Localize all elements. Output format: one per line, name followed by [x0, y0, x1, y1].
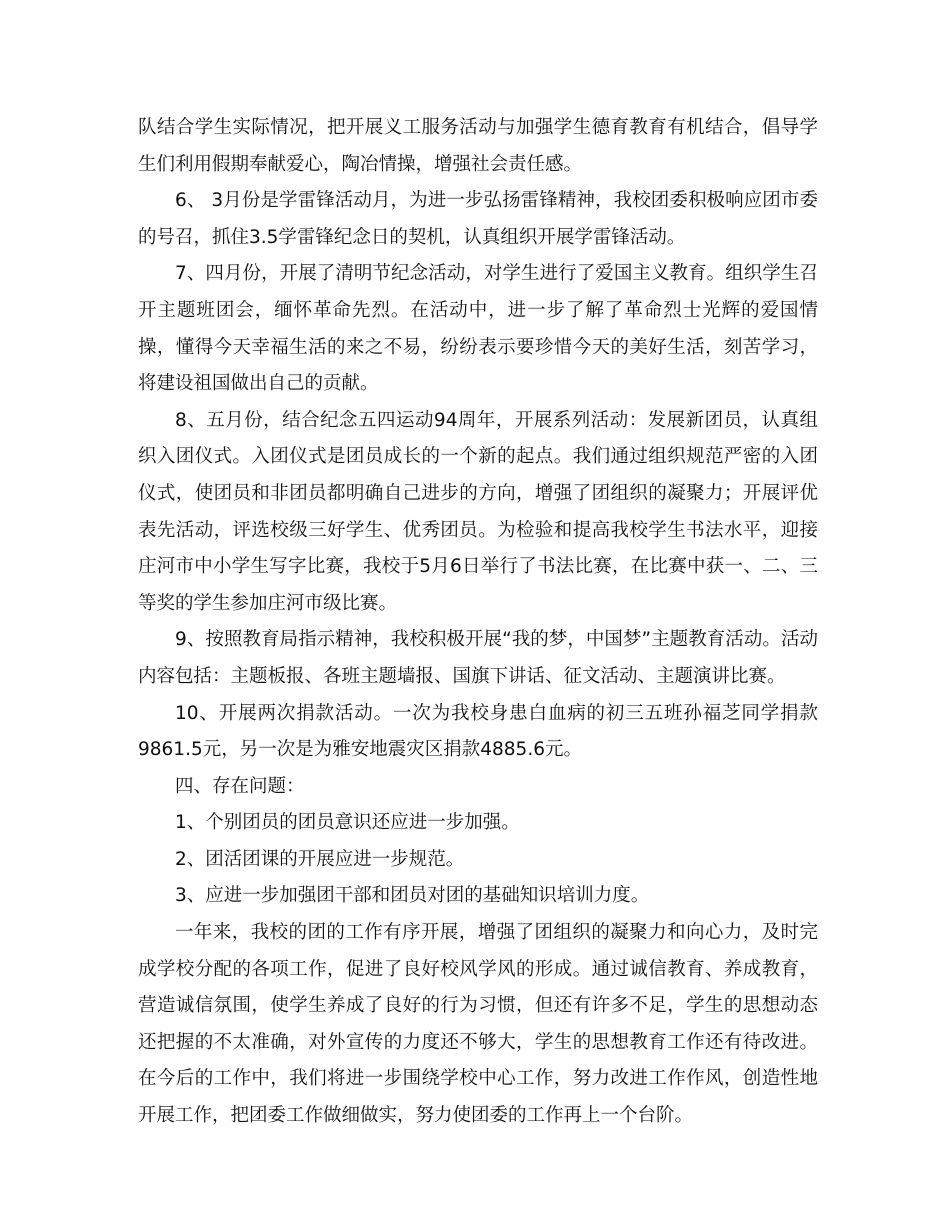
problem-item-2: 2、团活团课的开展应进一步规范。: [175, 848, 465, 870]
paragraph-item-10: 10、开展两次捐款活动。一次为我校身患白血病的初三五班孙福芝同学捐款9861.5元，另一次是为雅安地震灾区捐款4885.6元。: [138, 702, 818, 761]
problem-item-1: 1、个别团员的团员意识还应进一步加强。: [175, 812, 520, 834]
paragraph-item-7: 7、四月份，开展了清明节纪念活动，对学生进行了爱国主义教育。组织学生召开主题班团会，缅怀革命先烈。在活动中，进一步了解了革命烈士光辉的爱国情操，懂得今天幸福生活的来之不易，纷纷表示要珍惜今天的美好生活，刻苦学习，将建设祖国做出自己的贡献。: [138, 263, 818, 395]
problem-item-3: 3、应进一步加强团干部和团员对团的基础知识培训力度。: [175, 885, 650, 907]
paragraph-summary: 一年来，我校的团的工作有序开展，增强了团组织的凝聚力和向心力，及时完成学校分配的各项工作，促进了良好校风学风的形成。通过诚信教育、养成教育，营造诚信氛围，使学生养成了良好的行为习惯，但还有许多不足，学生的思想动态还把握的不太准确，对外宣传的力度还不够大，学生的思想教育工作还有待改进。在今后的工作中，我们将进一步围绕学校中心工作，努力改进工作作风，创造性地开展工作，把团委工作做细做实，努力使团委的工作再上一个台阶。: [138, 922, 818, 1127]
paragraph-item-8: 8、五月份，结合纪念五四运动94周年，开展系列活动：发展新团员，认真组织入团仪式。入团仪式是团员成长的一个新的起点。我们通过组织规范严密的入团仪式，使团员和非团员都明确自己进步的方向，增强了团组织的凝聚力；开展评优表先活动，评选校级三好学生、优秀团员。为检验和提高我校学生书法水平，迎接庄河市中小学生写字比赛，我校于5月6日举行了书法比赛，在比赛中获一、二、三等奖的学生参加庄河市级比赛。: [138, 409, 818, 614]
paragraph-item-9: 9、按照教育局指示精神，我校积极开展“我的梦，中国梦”主题教育活动。活动内容包括：主题板报、各班主题墙报、国旗下讲话、征文活动、主题演讲比赛。: [138, 629, 818, 687]
paragraph-item-6: 6、 3月份是学雷锋活动月，为进一步弘扬雷锋精神，我校团委积极响应团市委的号召，抓住3.5学雷锋纪念日的契机，认真组织开展学雷锋活动。: [138, 190, 818, 248]
section-heading-problems: 四、存在问题：: [175, 775, 305, 797]
document-body: [138, 110, 818, 1135]
paragraph-continuation: 队结合学生实际情况，把开展义工服务活动与加强学生德育教育有机结合，倡导学生们利用假期奉献爱心，陶冶情操，增强社会责任感。: [138, 117, 818, 175]
